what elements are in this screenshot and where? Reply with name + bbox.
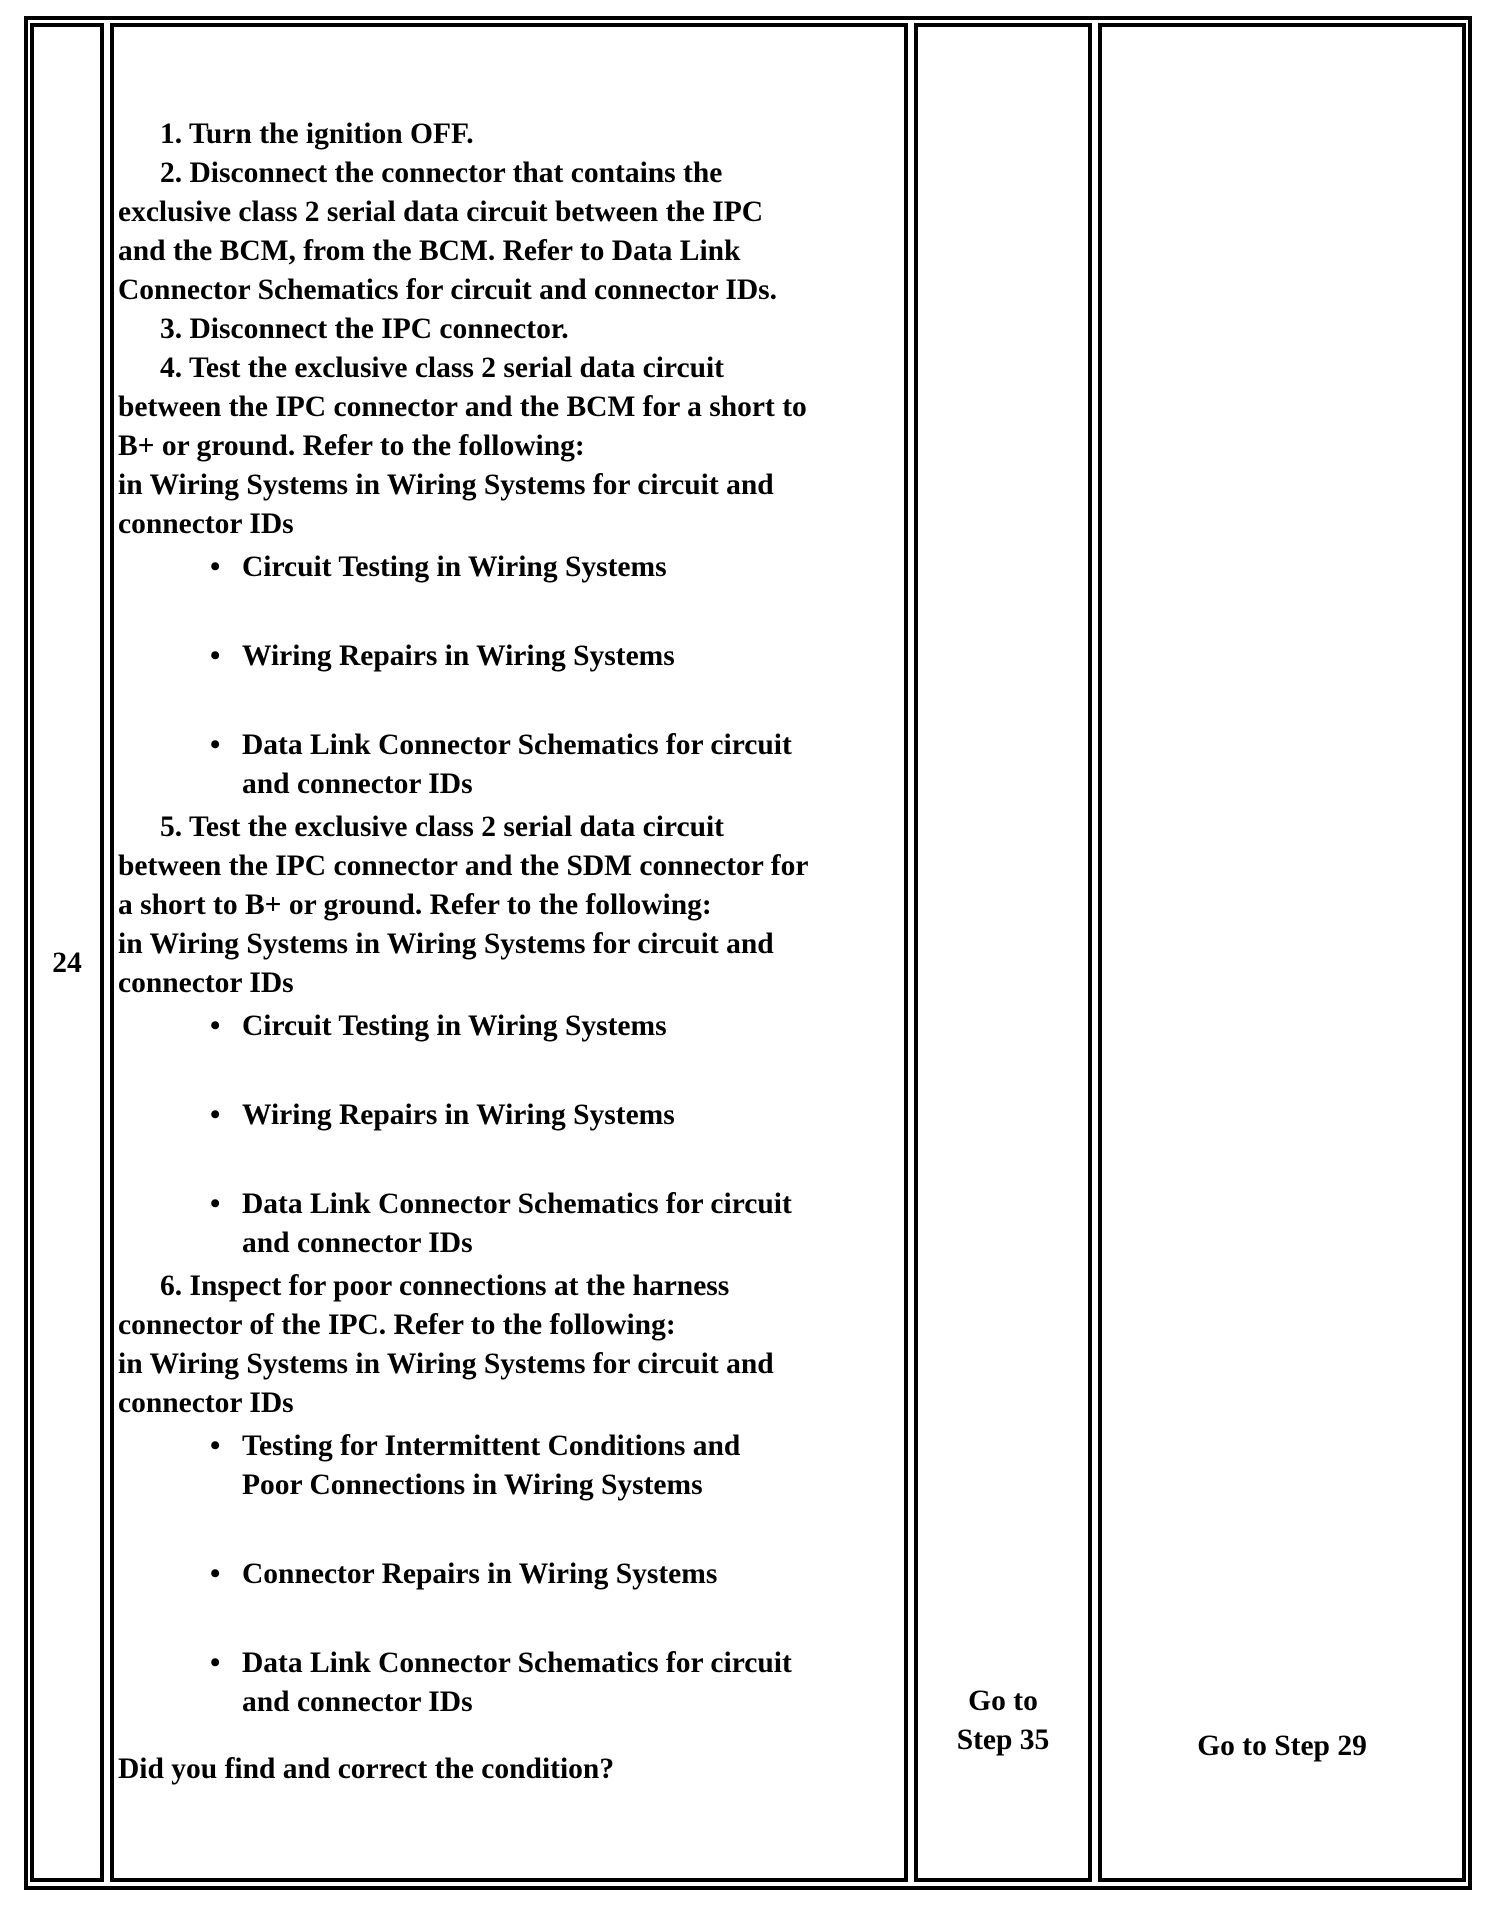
question-text: Did you find and correct the condition? [118,1753,615,1785]
text-line: • Testing for Intermittent Conditions and [242,1430,741,1462]
text-line: exclusive class 2 serial data circuit between the IPC [118,196,764,228]
text-line: a short to B+ or ground. Refer to the following: [118,889,712,921]
bullet-item [118,1007,904,1046]
text-line [118,310,904,349]
text-line: and the BCM, from the BCM. Refer to Data Link [118,235,741,267]
text-line: connector IDs [118,1387,294,1419]
text-line: • Wiring Repairs in Wiring Systems [242,640,675,672]
bullet-list [118,548,904,804]
text-line [118,115,904,154]
action-item-4 [118,349,904,804]
text-line [118,808,904,847]
text-fragment: 6. [160,1270,183,1302]
text-fragment: 1. [160,118,183,150]
action-item-3 [118,310,904,349]
text-fragment: Disconnect the IPC connector. [189,313,569,345]
step-number: 24 [52,947,82,979]
bullet-item [118,1555,904,1594]
text-line: • Circuit Testing in Wiring Systems [242,551,667,583]
no-result: Go to Step 29 [1197,1730,1367,1762]
text-line: Poor Connections in Wiring Systems [242,1469,703,1501]
action-item-1 [118,115,904,154]
text-fragment: Test the exclusive class 2 serial data circuit [188,352,725,384]
text-line: • Data Link Connector Schematics for circuit [242,1647,792,1679]
text-fragment: Disconnect the connector that contains the [189,157,723,189]
text-line: between the IPC connector and the SDM connector for [118,850,809,882]
text-line: connector IDs [118,967,294,999]
action-item-2 [118,154,904,310]
text-line: B+ or ground. Refer to the following: [118,430,585,462]
text-fragment: 5. [160,811,183,843]
text-fragment: 4. [160,352,183,384]
bullet-item [118,1096,904,1135]
step-cell [30,23,104,1882]
text-fragment: Inspect for poor connections at the harness [189,1270,730,1302]
yes-cell [914,23,1092,1882]
action-item-6 [118,1267,904,1722]
text-line: in Wiring Systems in Wiring Systems for circuit and [118,469,774,501]
bullet-item [118,1427,904,1505]
text-line: in Wiring Systems in Wiring Systems for circuit and [118,1348,774,1380]
bullet-list [118,1427,904,1722]
text-line [118,349,904,388]
text-line: • Data Link Connector Schematics for circuit [242,729,792,761]
bullet-item [118,1185,904,1263]
action-item-5 [118,808,904,1263]
text-fragment: 2. [160,157,183,189]
text-line: connector of the IPC. Refer to the following: [118,1309,676,1341]
text-line [118,154,904,193]
text-line [118,1267,904,1306]
bullet-item [118,548,904,587]
text-line: • Circuit Testing in Wiring Systems [242,1010,667,1042]
text-fragment: Test the exclusive class 2 serial data circuit [188,811,725,843]
text-fragment: Turn the ignition OFF. [188,118,474,150]
text-line: connector IDs [118,508,294,540]
text-fragment: 3. [160,313,183,345]
text-line: Connector Schematics for circuit and connector IDs. [118,274,778,306]
bullet-item [118,726,904,804]
bullet-list [118,1007,904,1263]
bullet-item [118,1644,904,1722]
text-line: between the IPC connector and the BCM for a short to [118,391,807,423]
text-line: in Wiring Systems in Wiring Systems for circuit and [118,928,774,960]
text-line: and connector IDs [242,1686,473,1718]
action-text [118,115,904,1789]
text-line: • Connector Repairs in Wiring Systems [242,1558,718,1590]
bullet-item [118,637,904,676]
yes-result: Go to Step 35 [956,1685,1050,1756]
text-line: and connector IDs [242,768,473,800]
text-line: and connector IDs [242,1227,473,1259]
action-cell [110,23,908,1882]
text-line: • Wiring Repairs in Wiring Systems [242,1099,675,1131]
text-line: • Data Link Connector Schematics for circuit [242,1188,792,1220]
no-cell [1098,23,1466,1882]
